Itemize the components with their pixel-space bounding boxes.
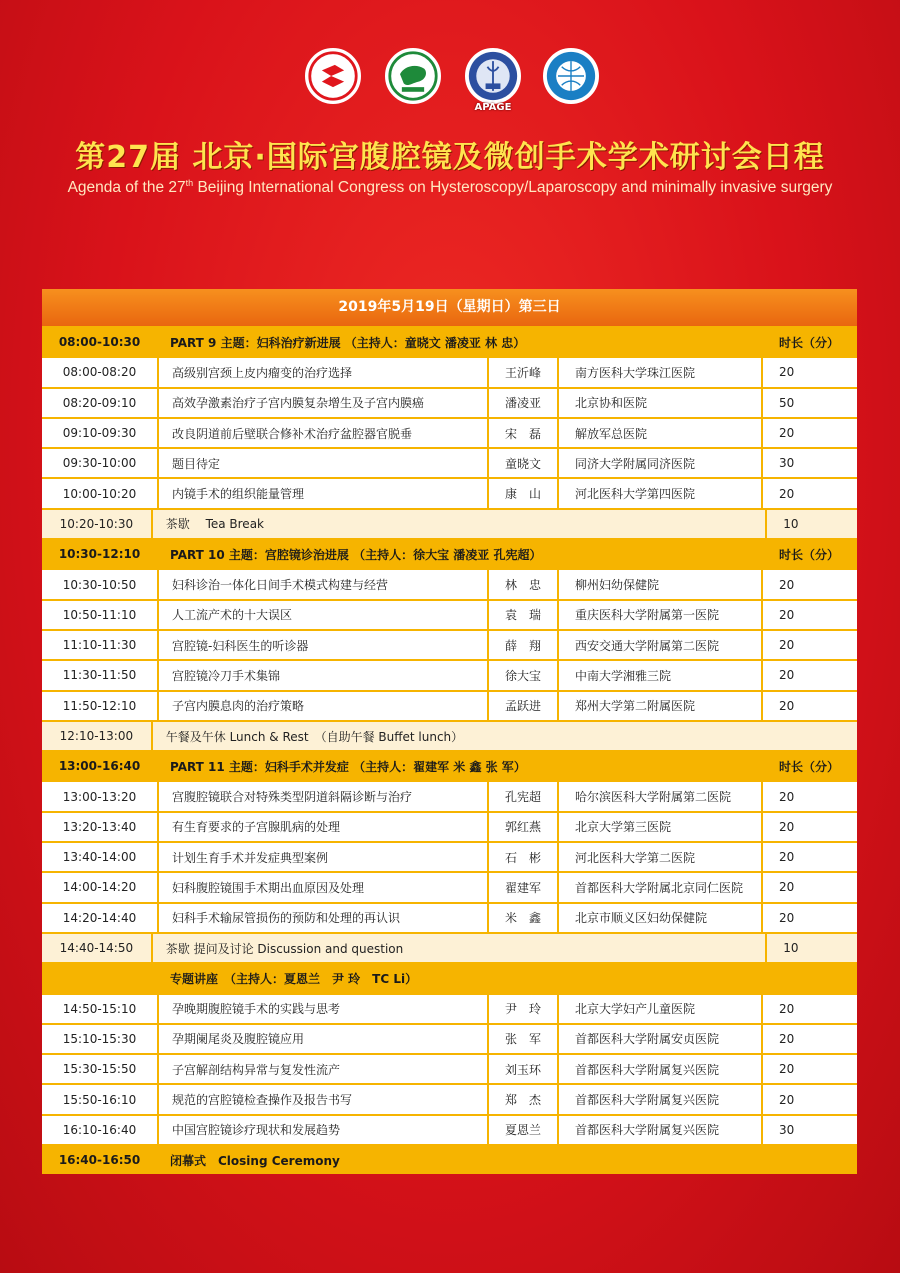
session-time: 09:30-10:00 — [62, 456, 137, 471]
apage-logo — [465, 48, 521, 104]
lecture-title: 专题讲座 （主持人：夏恩兰 尹 玲 TC Li） — [170, 971, 418, 986]
session-speaker: 康 山 — [487, 479, 557, 507]
session-speaker: 尹 玲 — [487, 995, 557, 1023]
session-institution: 哈尔滨医科大学附属第二医院 — [557, 782, 761, 810]
part-title: PART 10 主题：宫腔镜诊治进展 （主持人：徐大宝 潘凌亚 孔宪超） — [170, 547, 542, 562]
session-time: 13:20-13:40 — [62, 819, 137, 834]
session-time: 13:40-14:00 — [62, 850, 137, 865]
session-topic: 中国宫腔镜诊疗现状和发展趋势 — [157, 1116, 487, 1144]
part-time: 08:00-10:30 — [58, 335, 141, 350]
session-speaker: 林 忠 — [487, 570, 557, 598]
part-time: 13:00-16:40 — [58, 759, 141, 774]
session-speaker: 刘玉环 — [487, 1055, 557, 1083]
session-row — [42, 659, 857, 689]
session-duration: 50 — [761, 389, 857, 417]
session-topic: 宫腔镜-妇科医生的听诊器 — [157, 631, 487, 659]
session-time: 14:50-15:10 — [62, 1001, 137, 1016]
session-duration: 20 — [761, 358, 857, 386]
session-duration: 30 — [761, 1116, 857, 1144]
session-institution: 同济大学附属同济医院 — [557, 449, 761, 477]
session-institution: 北京市顺义区妇幼保健院 — [557, 904, 761, 932]
session-duration: 20 — [761, 995, 857, 1023]
session-speaker: 石 彬 — [487, 843, 557, 871]
lecture-header — [42, 962, 857, 992]
session-topic: 妇科腹腔镜围手术期出血原因及处理 — [157, 873, 487, 901]
session-institution: 南方医科大学珠江医院 — [557, 358, 761, 386]
session-duration: 20 — [761, 661, 857, 689]
break-row — [42, 720, 857, 750]
session-row — [42, 780, 857, 810]
session-speaker: 潘凌亚 — [487, 389, 557, 417]
part-header — [42, 326, 857, 356]
session-speaker: 翟建军 — [487, 873, 557, 901]
session-row — [42, 871, 857, 901]
session-duration: 20 — [761, 843, 857, 871]
session-topic: 孕晚期腹腔镜手术的实践与思考 — [157, 995, 487, 1023]
session-time: 10:50-11:10 — [62, 607, 137, 622]
break-text: 午餐及午休 Lunch & Rest （自助午餐 Buffet lunch） — [151, 722, 766, 750]
duration-header: 时长（分） — [779, 759, 840, 774]
session-topic: 人工流产术的十大误区 — [157, 601, 487, 629]
part-header — [42, 538, 857, 568]
session-institution: 北京大学第三医院 — [557, 813, 761, 841]
session-speaker: 孔宪超 — [487, 782, 557, 810]
session-institution: 柳州妇幼保健院 — [557, 570, 761, 598]
session-duration: 20 — [761, 813, 857, 841]
cpam-logo — [385, 48, 441, 104]
session-time: 16:10-16:40 — [62, 1122, 137, 1137]
page-title: 第27届 北京·国际宫腹腔镜及微创手术学术研讨会日程 — [75, 140, 825, 175]
duration-header: 时长（分） — [779, 547, 840, 562]
session-topic: 孕期阑尾炎及腹腔镜应用 — [157, 1025, 487, 1053]
session-time: 14:00-14:20 — [62, 880, 137, 895]
session-speaker: 袁 瑞 — [487, 601, 557, 629]
session-topic: 高效孕激素治疗子宫内膜复杂增生及子宫内膜癌 — [157, 389, 487, 417]
session-duration: 20 — [761, 1025, 857, 1053]
session-institution: 首都医科大学附属北京同仁医院 — [557, 873, 761, 901]
hospital-logo — [305, 48, 361, 104]
session-topic: 宫腹腔镜联合对特殊类型阴道斜隔诊断与治疗 — [157, 782, 487, 810]
session-row — [42, 1023, 857, 1053]
session-topic: 高级别宫颈上皮内瘤变的治疗选择 — [157, 358, 487, 386]
break-duration — [765, 722, 857, 750]
break-time: 10:20-10:30 — [59, 516, 134, 531]
session-duration: 20 — [761, 570, 857, 598]
closing-duration — [761, 1146, 857, 1174]
session-duration: 20 — [761, 873, 857, 901]
session-topic: 改良阴道前后壁联合修补术治疗盆腔器官脱垂 — [157, 419, 487, 447]
session-duration: 20 — [761, 419, 857, 447]
session-row — [42, 629, 857, 659]
session-topic: 内镜手术的组织能量管理 — [157, 479, 487, 507]
session-speaker: 张 军 — [487, 1025, 557, 1053]
session-duration: 20 — [761, 1085, 857, 1113]
break-duration: 10 — [765, 510, 857, 538]
session-duration: 20 — [761, 479, 857, 507]
session-row — [42, 1114, 857, 1144]
session-duration: 20 — [761, 904, 857, 932]
page-subtitle: Agenda of the 27th Beijing International Congress on Hysteroscopy/Laparoscopy and minimally invasive surgery — [67, 178, 833, 197]
session-time: 10:30-10:50 — [62, 577, 137, 592]
session-institution: 中南大学湘雅三院 — [557, 661, 761, 689]
session-time: 11:10-11:30 — [62, 638, 137, 653]
session-institution: 郑州大学第二附属医院 — [557, 692, 761, 720]
duration-header: 时长（分） — [779, 335, 840, 350]
session-duration: 20 — [761, 601, 857, 629]
academy-logo — [543, 48, 599, 104]
apage-label: APAGE — [474, 102, 512, 113]
session-row — [42, 568, 857, 598]
break-row — [42, 932, 857, 962]
session-time: 08:20-09:10 — [62, 395, 137, 410]
session-institution: 首都医科大学附属复兴医院 — [557, 1085, 761, 1113]
session-topic: 题目待定 — [157, 449, 487, 477]
session-time: 15:30-15:50 — [62, 1062, 137, 1077]
session-topic: 妇科手术输尿管损伤的预防和处理的再认识 — [157, 904, 487, 932]
part-title: PART 11 主题：妇科手术并发症 （主持人：翟建军 米 鑫 张 军） — [170, 759, 526, 774]
session-institution: 北京大学妇产儿童医院 — [557, 995, 761, 1023]
session-institution: 首都医科大学附属安贞医院 — [557, 1025, 761, 1053]
session-duration: 30 — [761, 449, 857, 477]
session-row — [42, 447, 857, 477]
part-time: 10:30-12:10 — [58, 547, 141, 562]
session-speaker: 童晓文 — [487, 449, 557, 477]
session-institution: 河北医科大学第四医院 — [557, 479, 761, 507]
lecture-time — [42, 964, 157, 992]
session-row — [42, 993, 857, 1023]
break-row — [42, 508, 857, 538]
session-row — [42, 599, 857, 629]
session-topic: 计划生育手术并发症典型案例 — [157, 843, 487, 871]
logo-bar — [0, 48, 900, 114]
session-duration: 20 — [761, 1055, 857, 1083]
session-speaker: 郭红燕 — [487, 813, 557, 841]
session-row — [42, 690, 857, 720]
session-institution: 首都医科大学附属复兴医院 — [557, 1116, 761, 1144]
session-speaker: 徐大宝 — [487, 661, 557, 689]
session-institution: 北京协和医院 — [557, 389, 761, 417]
session-speaker: 米 鑫 — [487, 904, 557, 932]
session-row — [42, 1083, 857, 1113]
session-time: 11:30-11:50 — [62, 668, 137, 683]
session-speaker: 郑 杰 — [487, 1085, 557, 1113]
session-row — [42, 811, 857, 841]
break-text: 茶歇 提问及讨论 Discussion and question — [151, 934, 766, 962]
session-time: 13:00-13:20 — [62, 789, 137, 804]
part-title: PART 9 主题：妇科治疗新进展 （主持人：童晓文 潘凌亚 林 忠） — [170, 335, 526, 350]
agenda-table — [42, 289, 857, 1174]
session-row — [42, 387, 857, 417]
session-time: 08:00-08:20 — [62, 365, 137, 380]
session-row — [42, 417, 857, 447]
closing-time: 16:40-16:50 — [58, 1153, 141, 1168]
session-row — [42, 902, 857, 932]
closing-text: 闭幕式 Closing Ceremony — [170, 1153, 340, 1168]
session-time: 15:50-16:10 — [62, 1092, 137, 1107]
session-institution: 首都医科大学附属复兴医院 — [557, 1055, 761, 1083]
break-duration: 10 — [765, 934, 857, 962]
session-duration: 20 — [761, 631, 857, 659]
session-row — [42, 477, 857, 507]
session-topic: 子宫解剖结构异常与复发性流产 — [157, 1055, 487, 1083]
session-institution: 解放军总医院 — [557, 419, 761, 447]
break-text: 茶歇 Tea Break — [151, 510, 766, 538]
session-speaker: 薛 翔 — [487, 631, 557, 659]
session-institution: 西安交通大学附属第二医院 — [557, 631, 761, 659]
session-speaker: 孟跃进 — [487, 692, 557, 720]
session-duration: 20 — [761, 692, 857, 720]
session-row — [42, 1053, 857, 1083]
lecture-duration — [761, 964, 857, 992]
session-institution: 重庆医科大学附属第一医院 — [557, 601, 761, 629]
session-time: 14:20-14:40 — [62, 910, 137, 925]
session-row — [42, 356, 857, 386]
session-speaker: 王沂峰 — [487, 358, 557, 386]
session-institution: 河北医科大学第二医院 — [557, 843, 761, 871]
session-time: 10:00-10:20 — [62, 486, 137, 501]
closing-row — [42, 1144, 857, 1174]
session-topic: 子宫内膜息肉的治疗策略 — [157, 692, 487, 720]
session-speaker: 宋 磊 — [487, 419, 557, 447]
session-topic: 规范的宫腔镜检查操作及报告书写 — [157, 1085, 487, 1113]
session-duration: 20 — [761, 782, 857, 810]
session-topic: 有生育要求的子宫腺肌病的处理 — [157, 813, 487, 841]
session-time: 15:10-15:30 — [62, 1031, 137, 1046]
session-speaker: 夏恩兰 — [487, 1116, 557, 1144]
break-time: 12:10-13:00 — [59, 729, 134, 743]
agenda-date-header: 2019年5月19日（星期日）第三日 — [42, 289, 857, 326]
session-topic: 妇科诊治一体化日间手术模式构建与经营 — [157, 570, 487, 598]
session-row — [42, 841, 857, 871]
part-header — [42, 750, 857, 780]
session-time: 09:10-09:30 — [62, 426, 137, 441]
break-time: 14:40-14:50 — [59, 941, 134, 956]
session-time: 11:50-12:10 — [62, 698, 137, 713]
session-topic: 宫腔镜冷刀手术集锦 — [157, 661, 487, 689]
